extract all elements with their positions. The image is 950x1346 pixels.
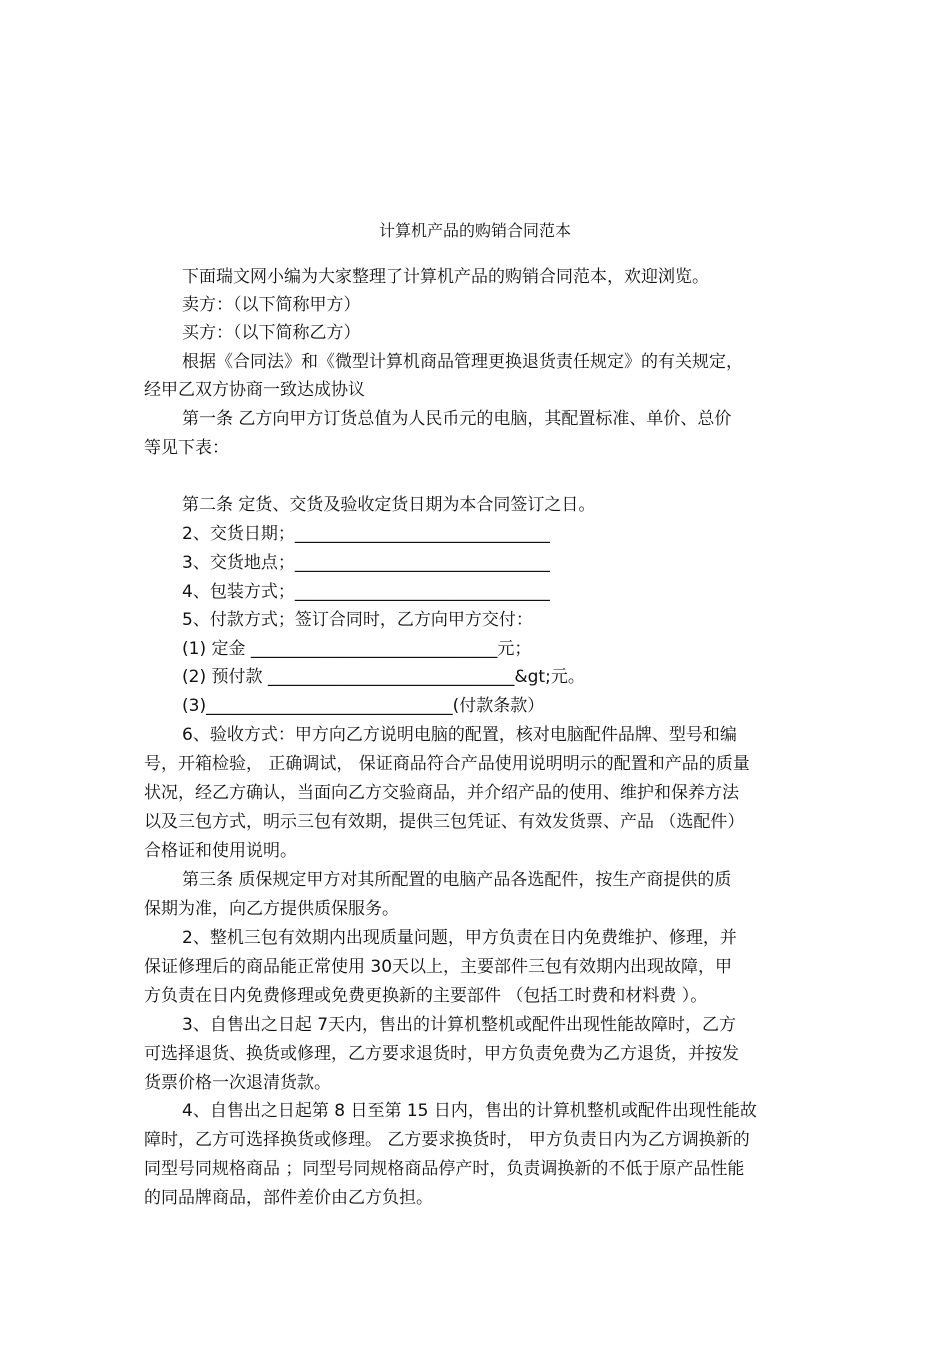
paragraph-line: 货票价格一次退清货款。 [144,1073,331,1093]
paragraph-line: 以及三包方式，明示三包有效期，提供三包凭证、有效发货票、产品 （选配件） [144,812,745,832]
document-title: 计算机产品的购销合同范本 [378,221,571,240]
paragraph-line: 同型号同规格商品 ；同型号同规格商品停产时，负责调换新的不低于原产品性能 [144,1159,745,1179]
prepayment-line: (2) 预付款 _____________________________&gt;元。 [182,667,585,687]
paragraph-line: 合格证和使用说明。 [144,841,297,861]
paragraph-line: 根据《合同法》和《微型计算机商品管理更换退货责任规定》的有关规定， [182,352,743,372]
paragraph-line: 障时，乙方可选择换货或修理。 乙方要求换货时， 甲方负责日内为乙方调换新的 [144,1130,750,1150]
article-two-line: 第二条 定货、交货及验收定货日期为本合同签订之日。 [182,495,596,515]
article-one-line: 第一条 乙方向甲方订货总值为人民币元的电脑，其配置标准、单价、总价 [182,409,732,429]
paragraph-line: 的同品牌商品，部件差价由乙方负担。 [144,1188,433,1208]
exchange-line: 4、自售出之日起第 8 日至第 15 日内，售出的计算机整机或配件出现性能故 [182,1101,757,1121]
return-line: 3、自售出之日起 7天内，售出的计算机整机或配件出现性能故障时，乙方 [182,1015,737,1035]
deposit-line: (1) 定金 _____________________________元； [182,639,532,659]
payment-method-line: 5、付款方式；签订合同时，乙方向甲方交付： [182,610,533,630]
paragraph-line: 等见下表： [144,438,229,458]
acceptance-line: 6、验收方式：甲方向乙方说明电脑的配置，核对电脑配件品牌、型号和编 [182,725,737,745]
paragraph-line: 可选择退货、换货或修理，乙方要求退货时，甲方负责免费为乙方退货，并按发 [144,1044,739,1064]
paragraph-line: 经甲乙双方协商一致达成协议 [144,380,365,400]
paragraph-line: 状况，经乙方确认，当面向乙方交验商品，并介绍产品的使用、维护和保养方法 [144,783,739,803]
buyer-line: 买方：（以下简称乙方） [182,323,361,343]
article-three-line: 第三条 质保规定甲方对其所配置的电脑产品各选配件，按生产商提供的质 [182,870,732,890]
warranty-line: 2、整机三包有效期内出现质量问题，甲方负责在日内免费维护、修理，并 [182,928,737,948]
seller-line: 卖方：（以下简称甲方） [182,295,361,315]
paragraph-line: 保期为准，向乙方提供质保服务。 [144,899,399,919]
packaging-line: 4、包装方式；______________________________ [182,582,550,602]
delivery-place-line: 3、交货地点；______________________________ [182,553,550,573]
paragraph-line: 保证修理后的商品能正常使用 30天以上，主要部件三包有效期内出现故障，甲 [144,957,733,977]
paragraph-line: 方负责在日内免费修理或免费更换新的主要部件 （包括工时费和材料费 ）。 [144,986,708,1006]
payment-terms-line: (3)_____________________________(付款条款） [182,696,545,716]
paragraph-line: 号，开箱检验， 正确调试， 保证商品符合产品使用说明明示的配置和产品的质量 [144,754,750,774]
delivery-date-line: 2、交货日期；______________________________ [182,524,550,544]
intro-line: 下面瑞文网小编为大家整理了计算机产品的购销合同范本，欢迎浏览。 [182,267,709,287]
